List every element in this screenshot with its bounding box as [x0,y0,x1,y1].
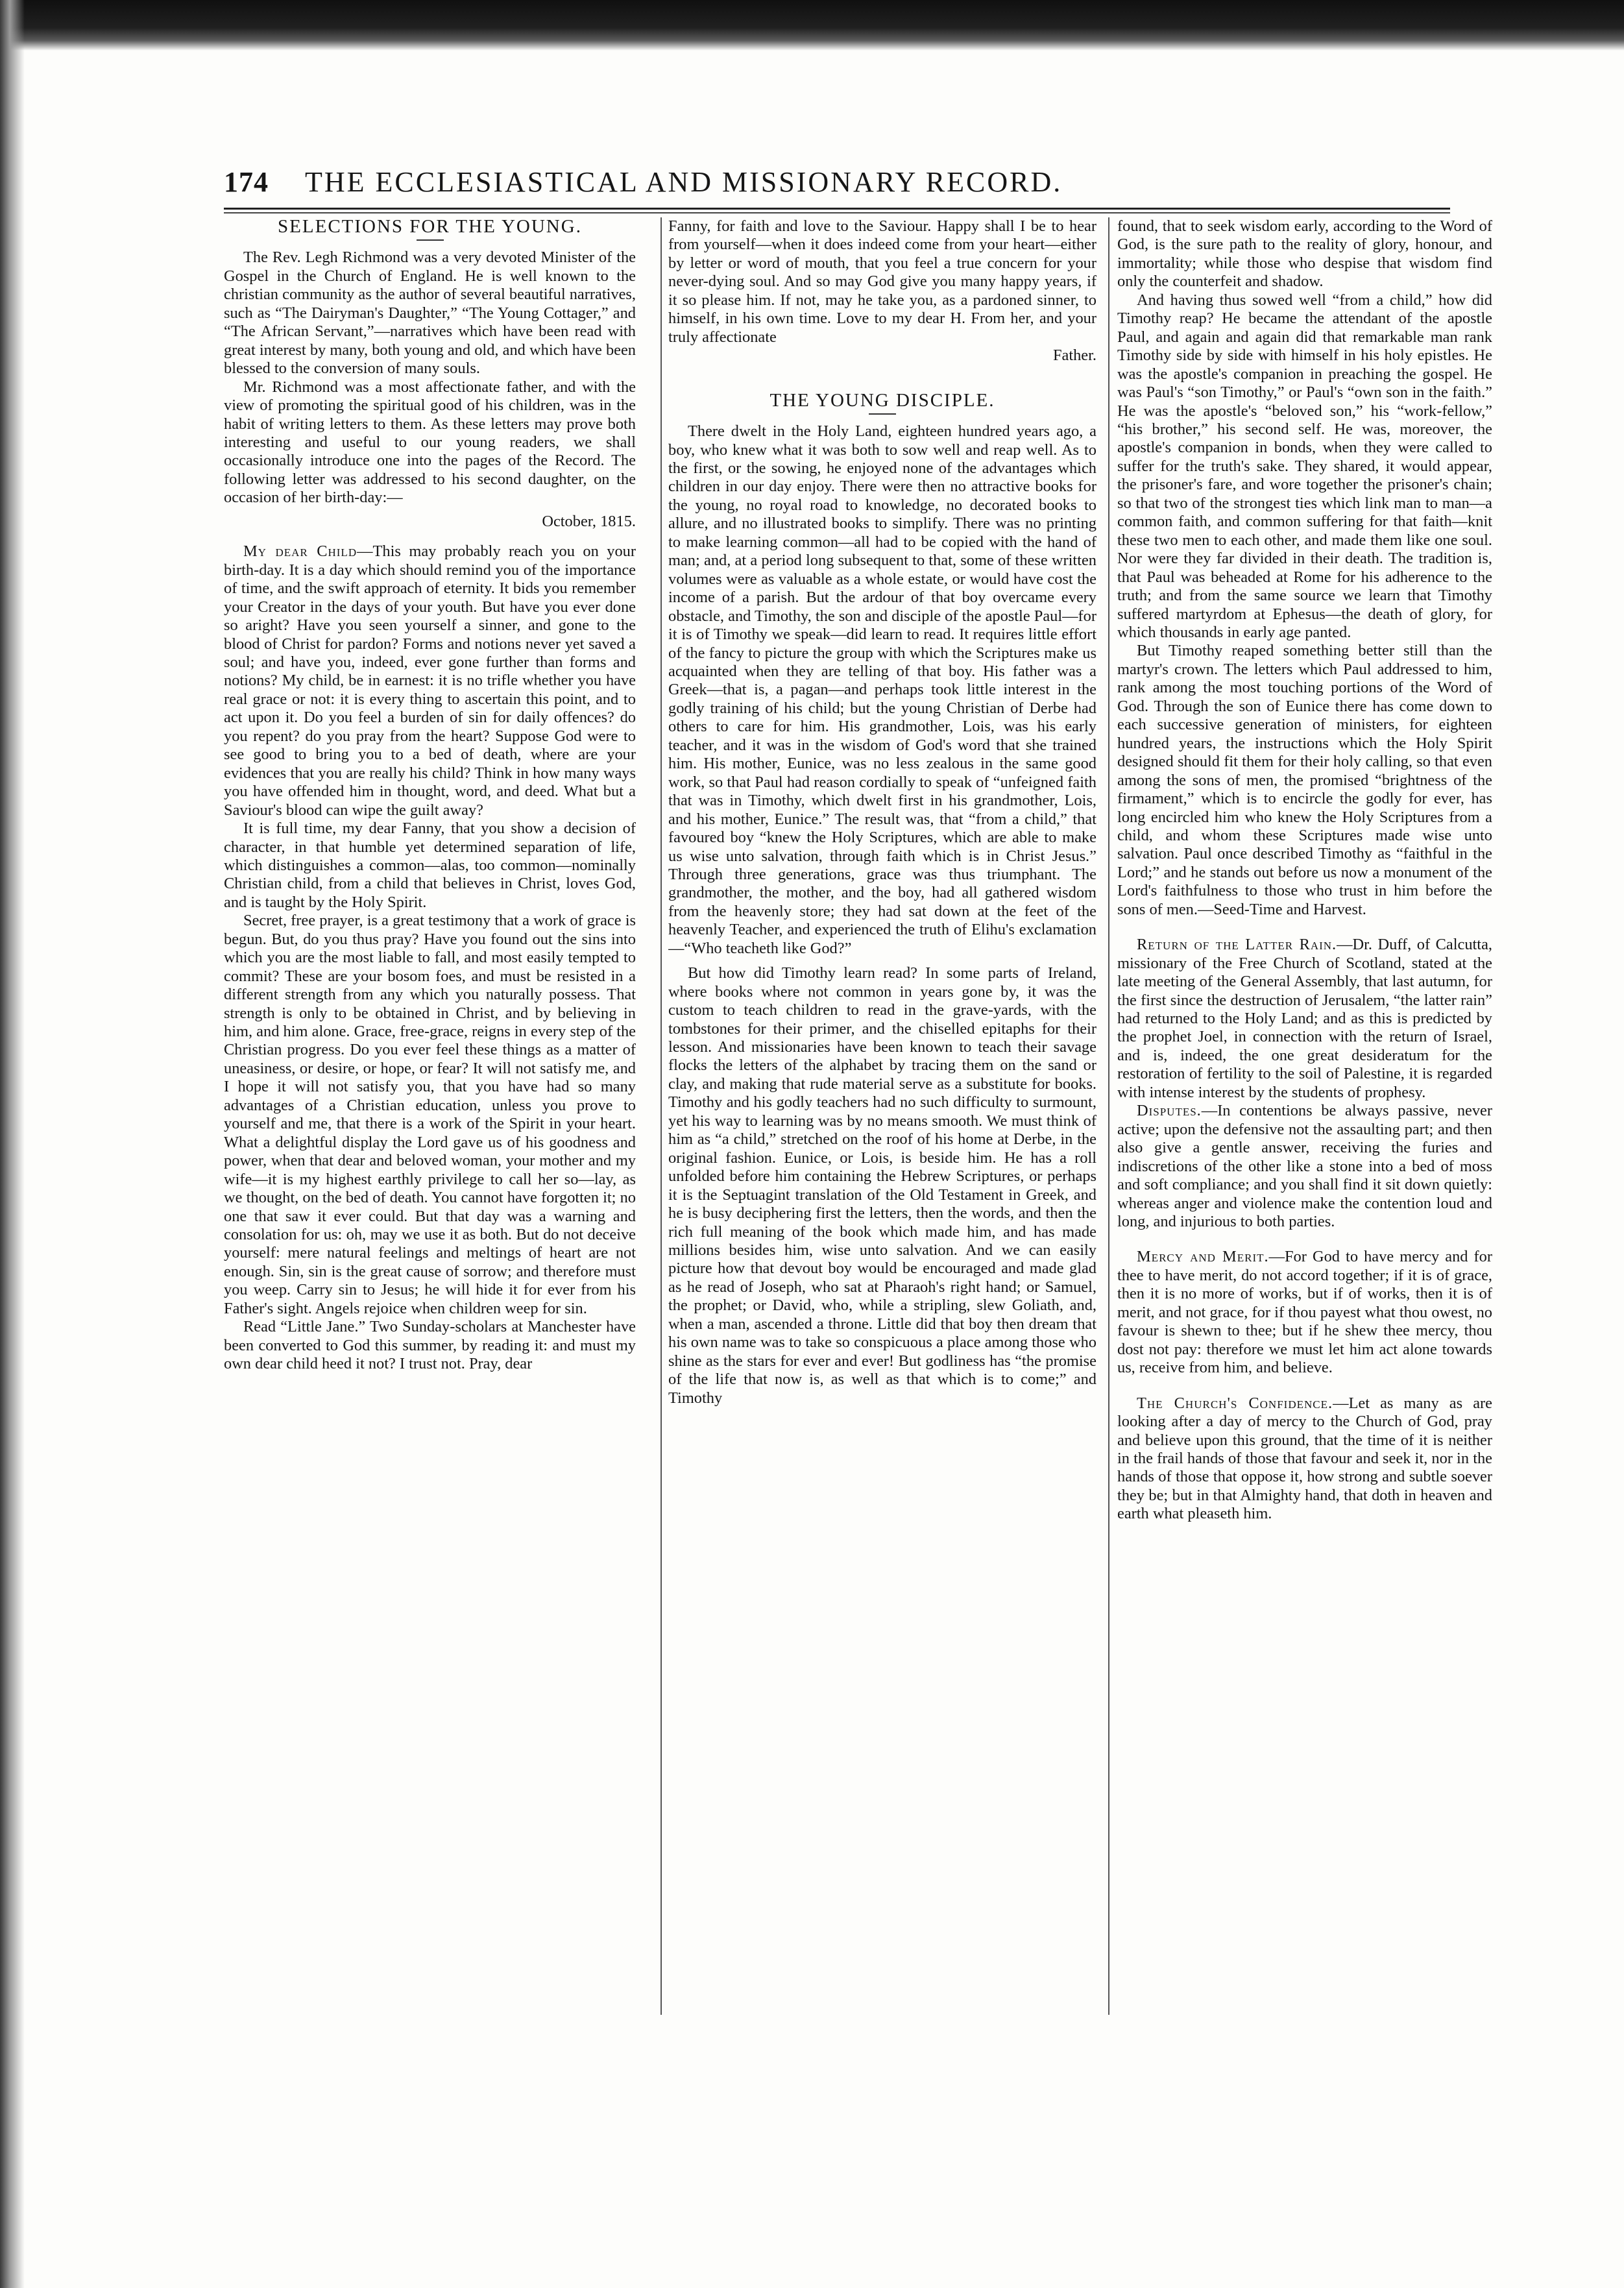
item-body: —Let as many as are looking after a day of mercy to the Church of God, pray and believe upon this ground, that the time of it is neither in the frail hands of those that favour and seek it, nor in the hands of those that oppose it, how strong and subtle soever they be; but in that Almighty hand, that doth in heaven and earth what pleaseth him. [1117,1394,1492,1523]
column-divider [661,217,662,2015]
paragraph: The Rev. Legh Richmond was a very devoted Minister of the Gospel in the Church of England. He is well known to the christian community as the author of several beautiful narratives, such as “The Dairyman's Daughter,” “The Young Cottager,” and “The African Servant,”—narratives which have been read with great interest by many, both young and old, and which have been blessed to the conversion of many souls. [224,249,636,378]
news-item [1117,1248,1492,1377]
paragraph: But Timothy reaped something better still than the martyr's crown. The letters which Paul addressed to him, rank among the most touching portions of the Word of God. Through the son of Eunice there has come down to each successive generation of ministers, for eighteen hundred years, the instructions which the Holy Spirit designed should fit them for their holy calling, so that even among the sons of men, the promised “brightness of the firmament,” which is to encircle the godly for ever, has long encircled him who knew the Holy Scriptures from a child, and whom these Scriptures made wise unto salvation. Paul once described Timothy as “faithful in the Lord;” and he stands out before us now a monument of the Lord's faithfulness to those who trust in him before the sons of men.—Seed-Time and Harvest. [1117,642,1492,918]
title-dash [869,413,896,415]
item-heading: The Church's Confidence. [1137,1394,1333,1412]
paragraph: But how did Timothy learn read? In some parts of Ireland, where books where not common in years gone by, it was the custom to teach children to read in the grave-yards, with the tombstones for their primer, and the chiselled epitaphs for their lesson. And missionaries have been known to teach their savage flocks the letters of the alphabet by tracing them on the sand or clay, and making that rude material serve as a substitute for books. Timothy and his godly teachers had no such difficulty to surmount, yet his way to learning was by no means smooth. We must think of him as “a child,” stretched on the roof of his home at Derbe, in the original fashion. Eunice, or Lois, is beside him. He has a roll unfolded before him containing the Hebrew Scriptures, or perhaps it is the Septuagint translation of the Old Testament in Greek, and he is busy deciphering first the letters, then the words, and then the rich full meaning of the book which made him, and has made millions besides him, wise unto salvation. And we can easily picture how that devout boy would be encouraged and made glad as he read of Joseph, who sat at Pharaoh's right hand; or Samuel, the prophet; or David, who, while a stripling, slew Goliath, and, when a man, ascended a throne. Little did that boy then dream that his own name was to take so conspicuous a place among those who shine as the stars for ever and ever! But godliness has “the promise of the life that now is, as well as that which is to come;” and Timothy [668,964,1097,1407]
letter-salutation: My dear Child [243,542,358,561]
letter-signature: Father. [1052,347,1097,365]
section-title: SELECTIONS FOR THE YOUNG. [278,217,582,237]
paragraph: Mr. Richmond was a most affectionate father, and with the view of promoting the spiritual good of his children, was in the habit of writing letters to them. As these letters may prove both interesting and useful to our young readers, we shall occasionally introduce one into the pages of the Record. The following letter was addressed to his second daughter, on the occasion of her birth-day:— [224,378,636,507]
section-title: THE YOUNG DISCIPLE. [770,389,995,411]
letter-opening [224,542,636,820]
paragraph: Fanny, for faith and love to the Saviour. Happy shall I be to hear from yourself—when it does indeed come from your heart—either by letter or word of mouth, that you feel a true concern for your never-dying soul. And so may God give you many happy years, if it so please him. If not, may he take you, as a pardoned sinner, to himself, in his own time. Love to my dear H. From her, and your truly affectionate [668,217,1097,346]
item-heading: Mercy and Merit. [1137,1248,1269,1266]
item-body: —Dr. Duff, of Calcutta, missionary of the Free Church of Scotland, stated at the late meeting of the General Assembly, that last autumn, for the first since the destruction of Jerusalem, “the latter rain” had returned to the Holy Land; and as this is predicted by the prophet Joel, in connection with the return of Israel, and is, indeed, the one great desideratum for the restoration of fertility to the soil of Palestine, it is regarded with intense interest by the students of prophesy. [1117,936,1492,1101]
page-header [224,165,1457,204]
paragraph: Secret, free prayer, is a great testimony that a work of grace is begun. But, do you thus pray? Have you found out the sins into which you are the most liable to fall, and most easily tempted to commit? These are your bosom foes, and must be resisted in a different strength from any which you naturally possess. That strength is only to be obtained in Christ, and by believing in him, and him alone. Grace, free-grace, reigns in every step of the Christian progress. Do you ever feel these things as a matter of uneasiness, or desire, or hope, or fear? It will not satisfy me, and I hope it will not satisfy you, that you have had so many advantages of a Christian education, unless you prove to yourself and me, that there is a work of the Spirit in your heart. What a delightful display the Lord gave us of his goodness and power, when that dear and beloved woman, your mother and my wife—it is my highest earthly privilege to call her so—lay, as we thought, on the bed of death. You cannot have forgotten it; no one that saw it ever could. But that day was a warning and consolation for us: oh, may we use it as both. But do not deceive yourself: mere natural feelings and meltings of heart are not enough. Sin, sin is the great cause of sorrow; and therefore must you weep. Carry sin to Jesus; he will hide it for ever from his Father's sight. Angels rejoice when children weep for sin. [224,912,636,1317]
scan-binding-shadow [0,0,25,2288]
paragraph: And having thus sowed well “from a child,” how did Timothy reap? He became the attendant of the apostle Paul, and again and again did that remarkable man rank Timothy side by side with himself in his holy epistles. He was the apostle's companion in preaching the gospel. He was Paul's “son Timothy,” or Paul's “own son in the faith.” He was the apostle's “beloved son,” his “work-fellow,” “his brother,” his second self. He was, moreover, the apostle's companion in bonds, when they were called to suffer for the truth's sake. They shared, it would appear, the prisoner's fare, and wore together the prisoner's chain; so that two of the strongest ties which link man to man—a common faith, and common suffering for that faith—knit these two men to each other, and made them like one soul. Nor were they far divided in their death. The tradition is, that Paul was beheaded at Rome for his adherence to the truth; and from the same source we learn that Timothy suffered martyrdom at Ephesus—the death of glory, for which thousands in early age panted. [1117,291,1492,641]
page-number: 174 [224,166,269,198]
paragraph: There dwelt in the Holy Land, eighteen hundred years ago, a boy, who knew what it was both to sow well and reap well. As to the first, or the sowing, he enjoyed none of the advantages which children in our day enjoy. There were then no attractive books for the young, no royal road to knowledge, no decorated books to allure, and no illustrated books to simplify. There was no printing to make learning common—all had to be copied with the hand of man; and, at a period long subsequent to that, some of these written volumes were as valuable as a whole estate, or would have cost the income of a parish. But the ardour of that boy overcame every obstacle, and Timothy, the son and disciple of the apostle Paul—for it is of Timothy we speak—did learn to read. It requires little effort of the fancy to picture the group with which the Scriptures make us acquainted when they are telling of that boy. His father was a Greek—that is, a pagan—and perhaps took little interest in the godly training of his child; but the young Christian of Derbe had others to care for him. His grandmother, Lois, was his early teacher, and it was in the wisdom of God's word that she trained him. His mother, Eunice, was no less zealous in the same good work, so that Paul had reason cordially to speak of “unfeigned faith that was in Timothy, which dwelt first in his grandmother, Lois, and his mother, Eunice.” The result was, that “from a child,” that favoured boy “knew the Holy Scriptures, which are able to make us wise unto salvation, through faith which is in Christ Jesus.” Through three generations, grace was thus triumphant. The grandmother, the mother, and the boy, had all gathered wisdom from the heavenly store; they had sat down at the feet of the heavenly Teacher, and experienced the truth of Elihu's exclamation—“Who teacheth like God?” [668,422,1097,957]
header-rule [224,208,1450,210]
journal-title: THE ECCLESIASTICAL AND MISSIONARY RECORD. [305,166,1063,198]
item-heading: Disputes. [1137,1102,1202,1120]
scan-top-edge [0,0,1624,51]
column-left [224,217,636,2018]
column-right [1117,217,1492,2018]
letter-date: October, 1815. [542,512,636,530]
news-item [1117,1394,1492,1524]
paragraph: It is full time, my dear Fanny, that you show a decision of character, in that humble yet determined separation of life, which distinguishes a common—alas, too common—nominally Christian child, from a child that believes in Christ, loves God, and is taught by the Holy Spirit. [224,820,636,911]
item-body: —For God to have mercy and for thee to have merit, do not accord together; if it is of grace, then it is no more of works, but if of works, then it is of merit, and not grace, for if thou payest what thou owest, no favour is shewn to thee; but if he shew thee mercy, thou dost not pay: therefore we must let him act alone towards us, receive from him, and believe. [1117,1248,1492,1377]
paragraph: —This may probably reach you on your birth-day. It is a day which should remind you of the importance of time, and the swift approach of eternity. It bids you remember your Creator in the days of your youth. But have you ever done so aright? Have you seen yourself a sinner, and gone to the blood of Christ for pardon? Forms and notions never yet saved a soul; and have you, indeed, ever gone further than forms and notions? My child, be in earnest: it is no trifle whether you have real grace or not: it is every thing to ascertain this point, and to act upon it. Do you feel a burden of sin for daily offences? do you repent? do you pray from the heart? Suppose God were to see good to bring you to a bed of death, where are your evidences that you are really his child? Think in how many ways you have offended him in thought, word, and deed. What but a Saviour's blood can wipe the guilt away? [224,542,636,819]
column-middle [668,217,1097,2018]
news-item [1117,1102,1492,1231]
title-dash [417,239,444,241]
item-heading: Return of the Latter Rain. [1137,936,1337,954]
column-divider [1108,217,1109,2015]
news-item [1117,936,1492,1102]
paragraph: Read “Little Jane.” Two Sunday-scholars at Manchester have been converted to God this summer, by reading it: and must my own dear child heed it not? I trust not. Pray, dear [224,1318,636,1373]
item-body: —In contentions be always passive, never active; upon the defensive not the assaulting part; and then also give a gentle answer, receiving the furies and indiscretions of the other like a stone into a bed of moss and soft compliance; and you shall find it sit down quietly: whereas anger and violence make the contention loud and long, and injurious to both parties. [1117,1102,1492,1231]
header-rule-thin [224,212,1450,213]
paragraph: found, that to seek wisdom early, according to the Word of God, is the sure path to the reality of glory, honour, and immortality; while those who despise that wisdom find only the counterfeit and shadow. [1117,217,1492,291]
